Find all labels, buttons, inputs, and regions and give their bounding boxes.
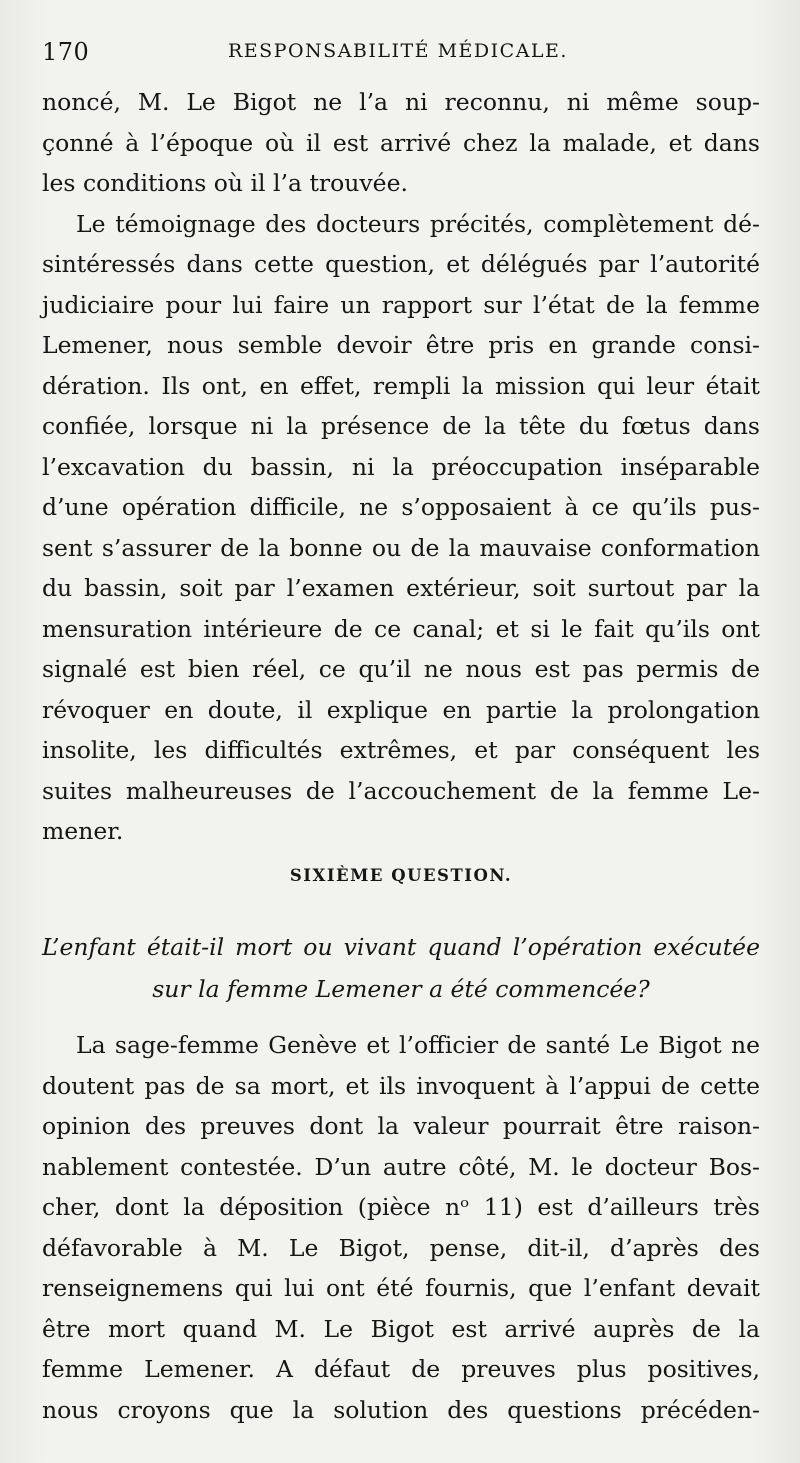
text-line: renseignemens qui lui ont été fournis, que l’enfant devait bbox=[42, 1274, 760, 1302]
text-line: Lemener, nous semble devoir être pris en grande consi- bbox=[42, 331, 760, 359]
text-line: nablement contestée. D’un autre côté, M. le docteur Bos- bbox=[42, 1152, 760, 1181]
text-line: défavorable à M. Le Bigot, pense, dit-il, d’après des bbox=[42, 1233, 760, 1262]
text-line: d’une opération difficile, ne s’opposaient à ce qu’ils pus- bbox=[42, 493, 760, 521]
text-line: être mort quand M. Le Bigot est arrivé auprès de la bbox=[42, 1314, 760, 1343]
text-line: judiciaire pour lui faire un rapport sur l’état de la femme bbox=[42, 290, 760, 319]
body-text-before-section bbox=[42, 82, 760, 852]
text-line: doutent pas de sa mort, et ils invoquent à l’appui de cette bbox=[42, 1071, 760, 1100]
text-line: insolite, les difficultés extrêmes, et par conséquent les bbox=[42, 736, 760, 764]
text-line: confiée, lorsque ni la présence de la tête du fœtus dans bbox=[42, 412, 760, 440]
question-line: L’enfant était-il mort ou vivant quand l’opération exécutée bbox=[42, 933, 760, 961]
text-line: sent s’assurer de la bonne ou de la mauvaise conformation bbox=[42, 533, 760, 562]
section-heading: SIXIÈME QUESTION. bbox=[289, 866, 513, 885]
text-line: dération. Ils ont, en effet, rempli la mission qui leur était bbox=[42, 371, 760, 400]
text-line: révoquer en doute, il explique en partie la prolongation bbox=[42, 695, 760, 724]
text-line: les conditions où il l’a trouvée. bbox=[42, 169, 408, 197]
text-line: Le témoignage des docteurs précités, complètement dé- bbox=[76, 209, 760, 238]
text-line: suites malheureuses de l’accouchement de la femme Le- bbox=[42, 776, 760, 805]
text-line: mensuration intérieure de ce canal; et si le fait qu’ils ont bbox=[42, 614, 760, 643]
text-line: opinion des preuves dont la valeur pourrait être raison- bbox=[42, 1112, 760, 1140]
question-block bbox=[42, 926, 760, 1010]
text-line: çonné à l’époque où il est arrivé chez la malade, et dans bbox=[42, 128, 760, 157]
text-line: mener. bbox=[42, 817, 124, 845]
text-line: sintéressés dans cette question, et délégués par l’autorité bbox=[42, 250, 760, 278]
text-line: du bassin, soit par l’examen extérieur, soit surtout par la bbox=[42, 574, 760, 602]
text-line: signalé est bien réel, ce qu’il ne nous est pas permis de bbox=[42, 655, 760, 683]
page-header bbox=[42, 38, 760, 74]
text-line: nous croyons que la solution des questions précéden- bbox=[42, 1395, 760, 1424]
page-number: 170 bbox=[42, 38, 90, 66]
body-text-after-section bbox=[42, 1025, 760, 1430]
running-title: RESPONSABILITÉ MÉDICALE. bbox=[228, 40, 568, 62]
text-line: noncé, M. Le Bigot ne l’a ni reconnu, ni même soup- bbox=[42, 88, 760, 116]
text-line: femme Lemener. A défaut de preuves plus positives, bbox=[42, 1355, 760, 1383]
text-line: l’excavation du bassin, ni la préoccupation inséparable bbox=[42, 452, 760, 481]
text-line: cher, dont la déposition (pièce nᵒ 11) est d’ailleurs très bbox=[42, 1193, 760, 1221]
text-line: La sage-femme Genève et l’officier de santé Le Bigot ne bbox=[76, 1031, 760, 1059]
question-line: sur la femme Lemener a été commencée? bbox=[152, 975, 650, 1003]
